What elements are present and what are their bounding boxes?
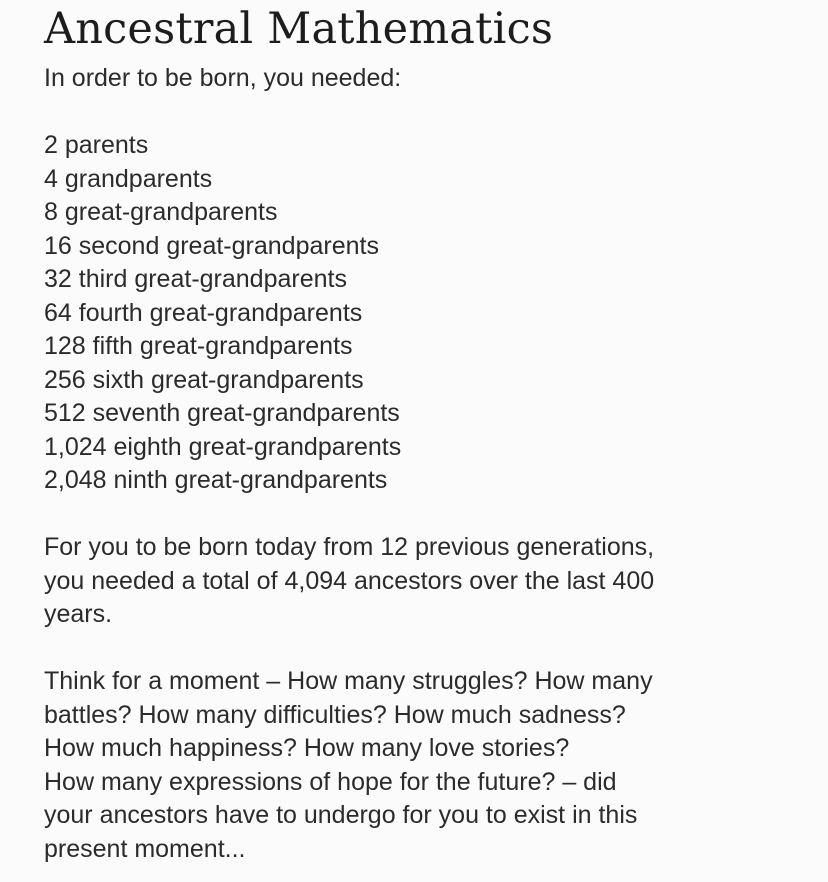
list-item: 512 seventh great-grandparents — [44, 399, 400, 427]
reflection-line: How many expressions of hope for the future? – did — [44, 767, 617, 796]
reflection-line: your ancestors have to undergo for you to exist in this — [44, 801, 638, 829]
spacer — [44, 96, 814, 130]
summary-line: For you to be born today from 12 previous generations, — [44, 533, 655, 561]
list-item: 2,048 ninth great-grandparents — [44, 466, 388, 494]
article-body — [44, 62, 814, 866]
list-item: 2 parents — [44, 131, 149, 159]
summary-line: years. — [44, 600, 113, 628]
list-item: 4 grandparents — [44, 164, 213, 193]
list-item: 1,024 eighth great-grandparents — [44, 432, 402, 461]
ancestor-list — [44, 129, 814, 498]
page-title: Ancestral Mathematics — [44, 4, 554, 54]
reflection-paragraph — [44, 665, 814, 866]
list-item: 128 fifth great-grandparents — [44, 332, 353, 360]
reflection-line: Think for a moment – How many struggles? How many — [44, 667, 653, 695]
list-item: 8 great-grandparents — [44, 198, 278, 226]
list-item: 256 sixth great-grandparents — [44, 365, 364, 394]
intro-text: In order to be born, you needed: — [44, 64, 402, 92]
list-item: 32 third great-grandparents — [44, 265, 347, 293]
summary-paragraph — [44, 531, 814, 632]
list-item: 16 second great-grandparents — [44, 231, 379, 260]
summary-line: you needed a total of 4,094 ancestors over the last 400 — [44, 566, 655, 595]
list-item: 64 fourth great-grandparents — [44, 298, 363, 327]
spacer — [44, 632, 814, 666]
reflection-line: How much happiness? How many love stories? — [44, 734, 570, 762]
spacer — [44, 498, 814, 532]
reflection-line: present moment... — [44, 834, 246, 863]
reflection-line: battles? How many difficulties? How much sadness? — [44, 700, 626, 729]
